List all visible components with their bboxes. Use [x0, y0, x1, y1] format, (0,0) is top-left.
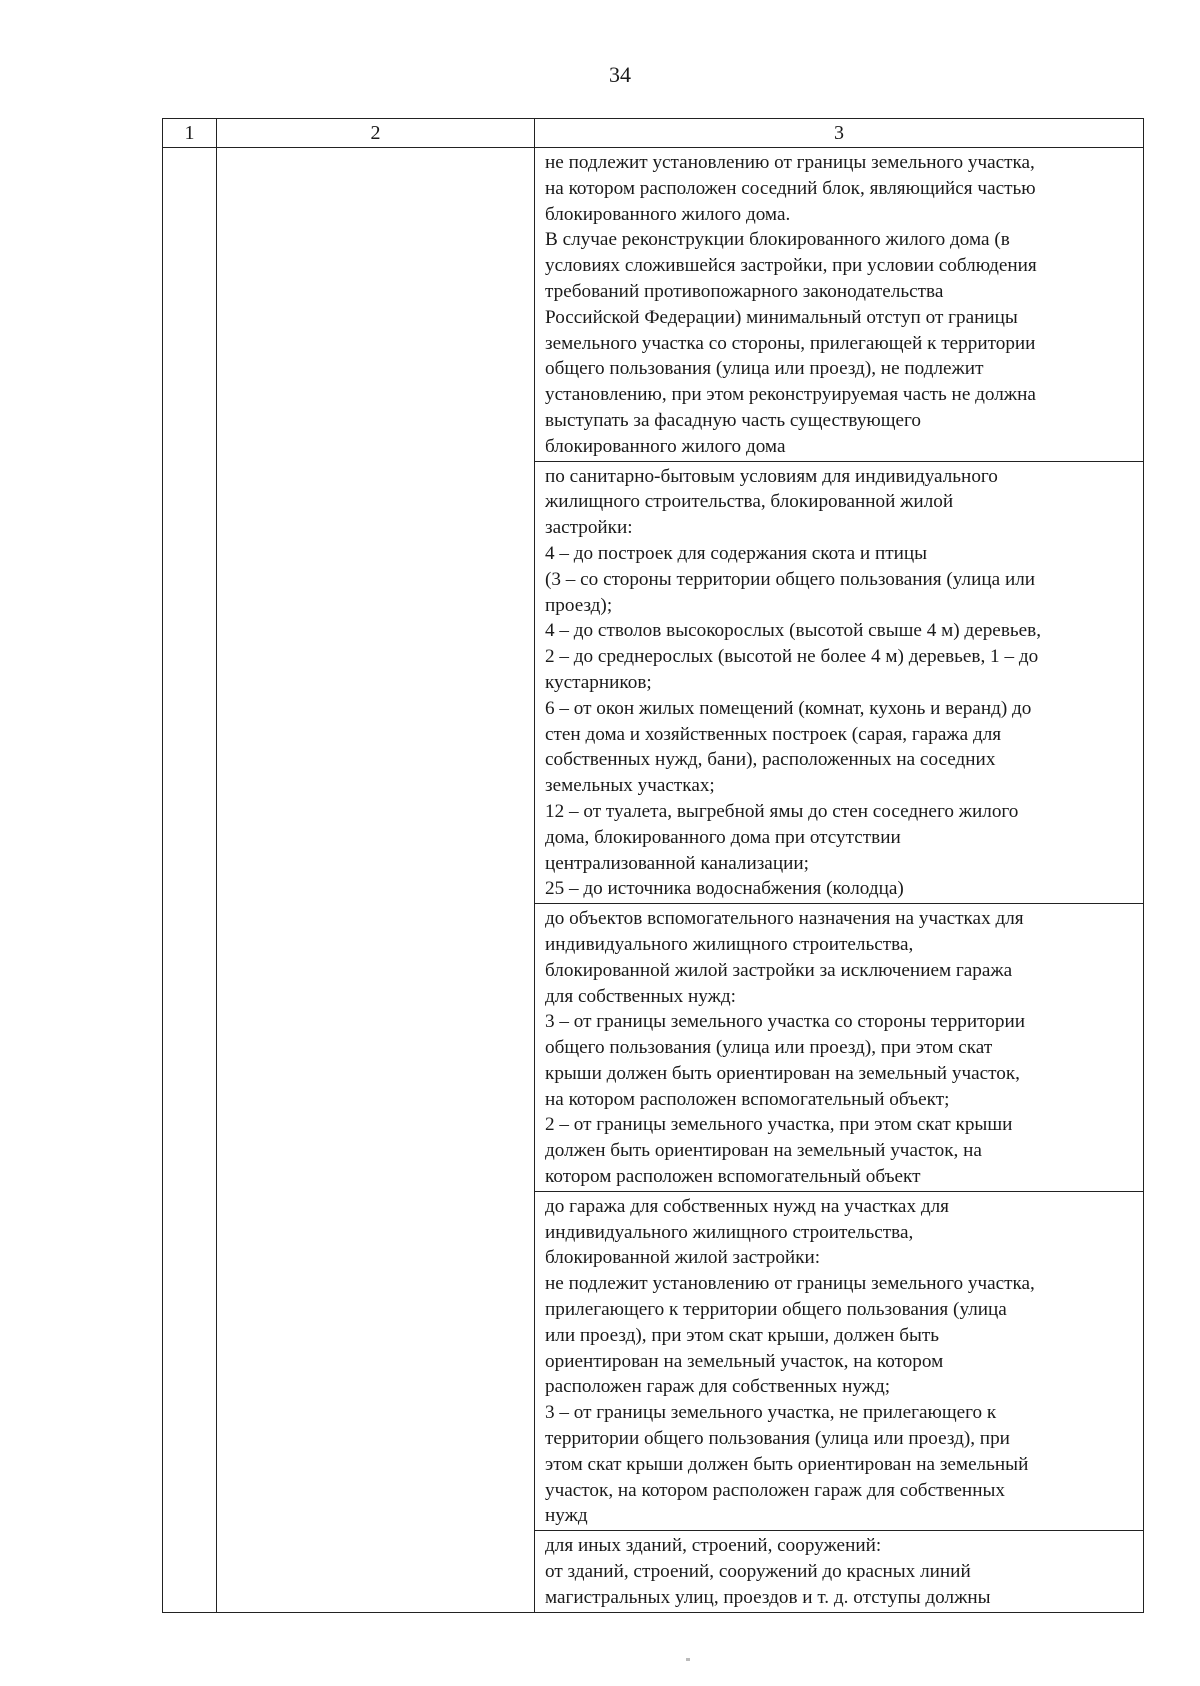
column-header-3: 3: [535, 119, 1144, 148]
setback-block-reconstruction-text: не подлежит установлению от границы земельного участка, на котором расположен соседний блок, являющийся частью блокированного жилого дома. В случае реконструкции блокированного жилого дома (в условиях сложившейся застройки, при условии соблюдения требований противопожарного законодательства Российской Федерации) минимальный отступ от границы земельного участка со стороны, прилегающей к территории общего пользования (улица или проезд), не подлежит установлению, при этом реконструируемая часть не должна выступать за фасадную часть существующего блокированного жилого дома: [535, 148, 1143, 462]
column-1-cell: [163, 148, 217, 1613]
scan-artifact: [686, 1658, 690, 1661]
sanitary-conditions-text: по санитарно-бытовым условиям для индивидуального жилищного строительства, блокированной жилой застройки: 4 – до построек для содержания скота и птицы (3 – со стороны территории общего пользования (улица или проезд); 4 – до стволов высокорослых (высотой свыше 4 м) деревьев, 2 – до среднерослых (высотой не более 4 м) деревьев, 1 – до кустарников; 6 – от окон жилых помещений (комнат, кухонь и веранд) до стен дома и хозяйственных построек (сарая, гаража для собственных нужд, бани), расположенных на соседних земельных участках; 12 – от туалета, выгребной ямы до стен соседнего жилого дома, блокированного дома при отсутствии централизованной канализации; 25 – до источника водоснабжения (колодца): [535, 462, 1143, 905]
table-header-row: [163, 119, 1144, 148]
column-header-2: 2: [217, 119, 535, 148]
table-row: [163, 148, 1144, 1613]
column-2-cell: [217, 148, 535, 1613]
auxiliary-objects-text: до объектов вспомогательного назначения на участках для индивидуального жилищного строительства, блокированной жилой застройки за исключением гаража для собственных нужд: 3 – от границы земельного участка со стороны территории общего пользования (улица или проезд), при этом скат крыши должен быть ориентирован на земельный участок, на котором расположен вспомогательный объект; 2 – от границы земельного участка, при этом скат крыши должен быть ориентирован на земельный участок, на котором расположен вспомогательный объект: [535, 904, 1143, 1192]
regulation-table: [162, 118, 1144, 1613]
other-buildings-text: для иных зданий, строений, сооружений: от зданий, строений, сооружений до красных линий магистральных улиц, проездов и т. д. отступы должны: [545, 1535, 991, 1608]
garage-text: до гаража для собственных нужд на участках для индивидуального жилищного строительства, блокированной жилой застройки: не подлежит установлению от границы земельного участка, прилегающего к территории общего пользования (улица или проезд), при этом скат крыши, должен быть ориентирован на земельный участок, на котором расположен гараж для собственных нужд; 3 – от границы земельного участка, не прилегающего к территории общего пользования (улица или проезд), при этом скат крыши должен быть ориентирован на земельный участок, на котором расположен гараж для собственных нужд: [535, 1192, 1143, 1531]
column-3-cell: [535, 148, 1144, 1613]
column-header-1: 1: [163, 119, 217, 148]
page-number: 34: [609, 62, 631, 87]
